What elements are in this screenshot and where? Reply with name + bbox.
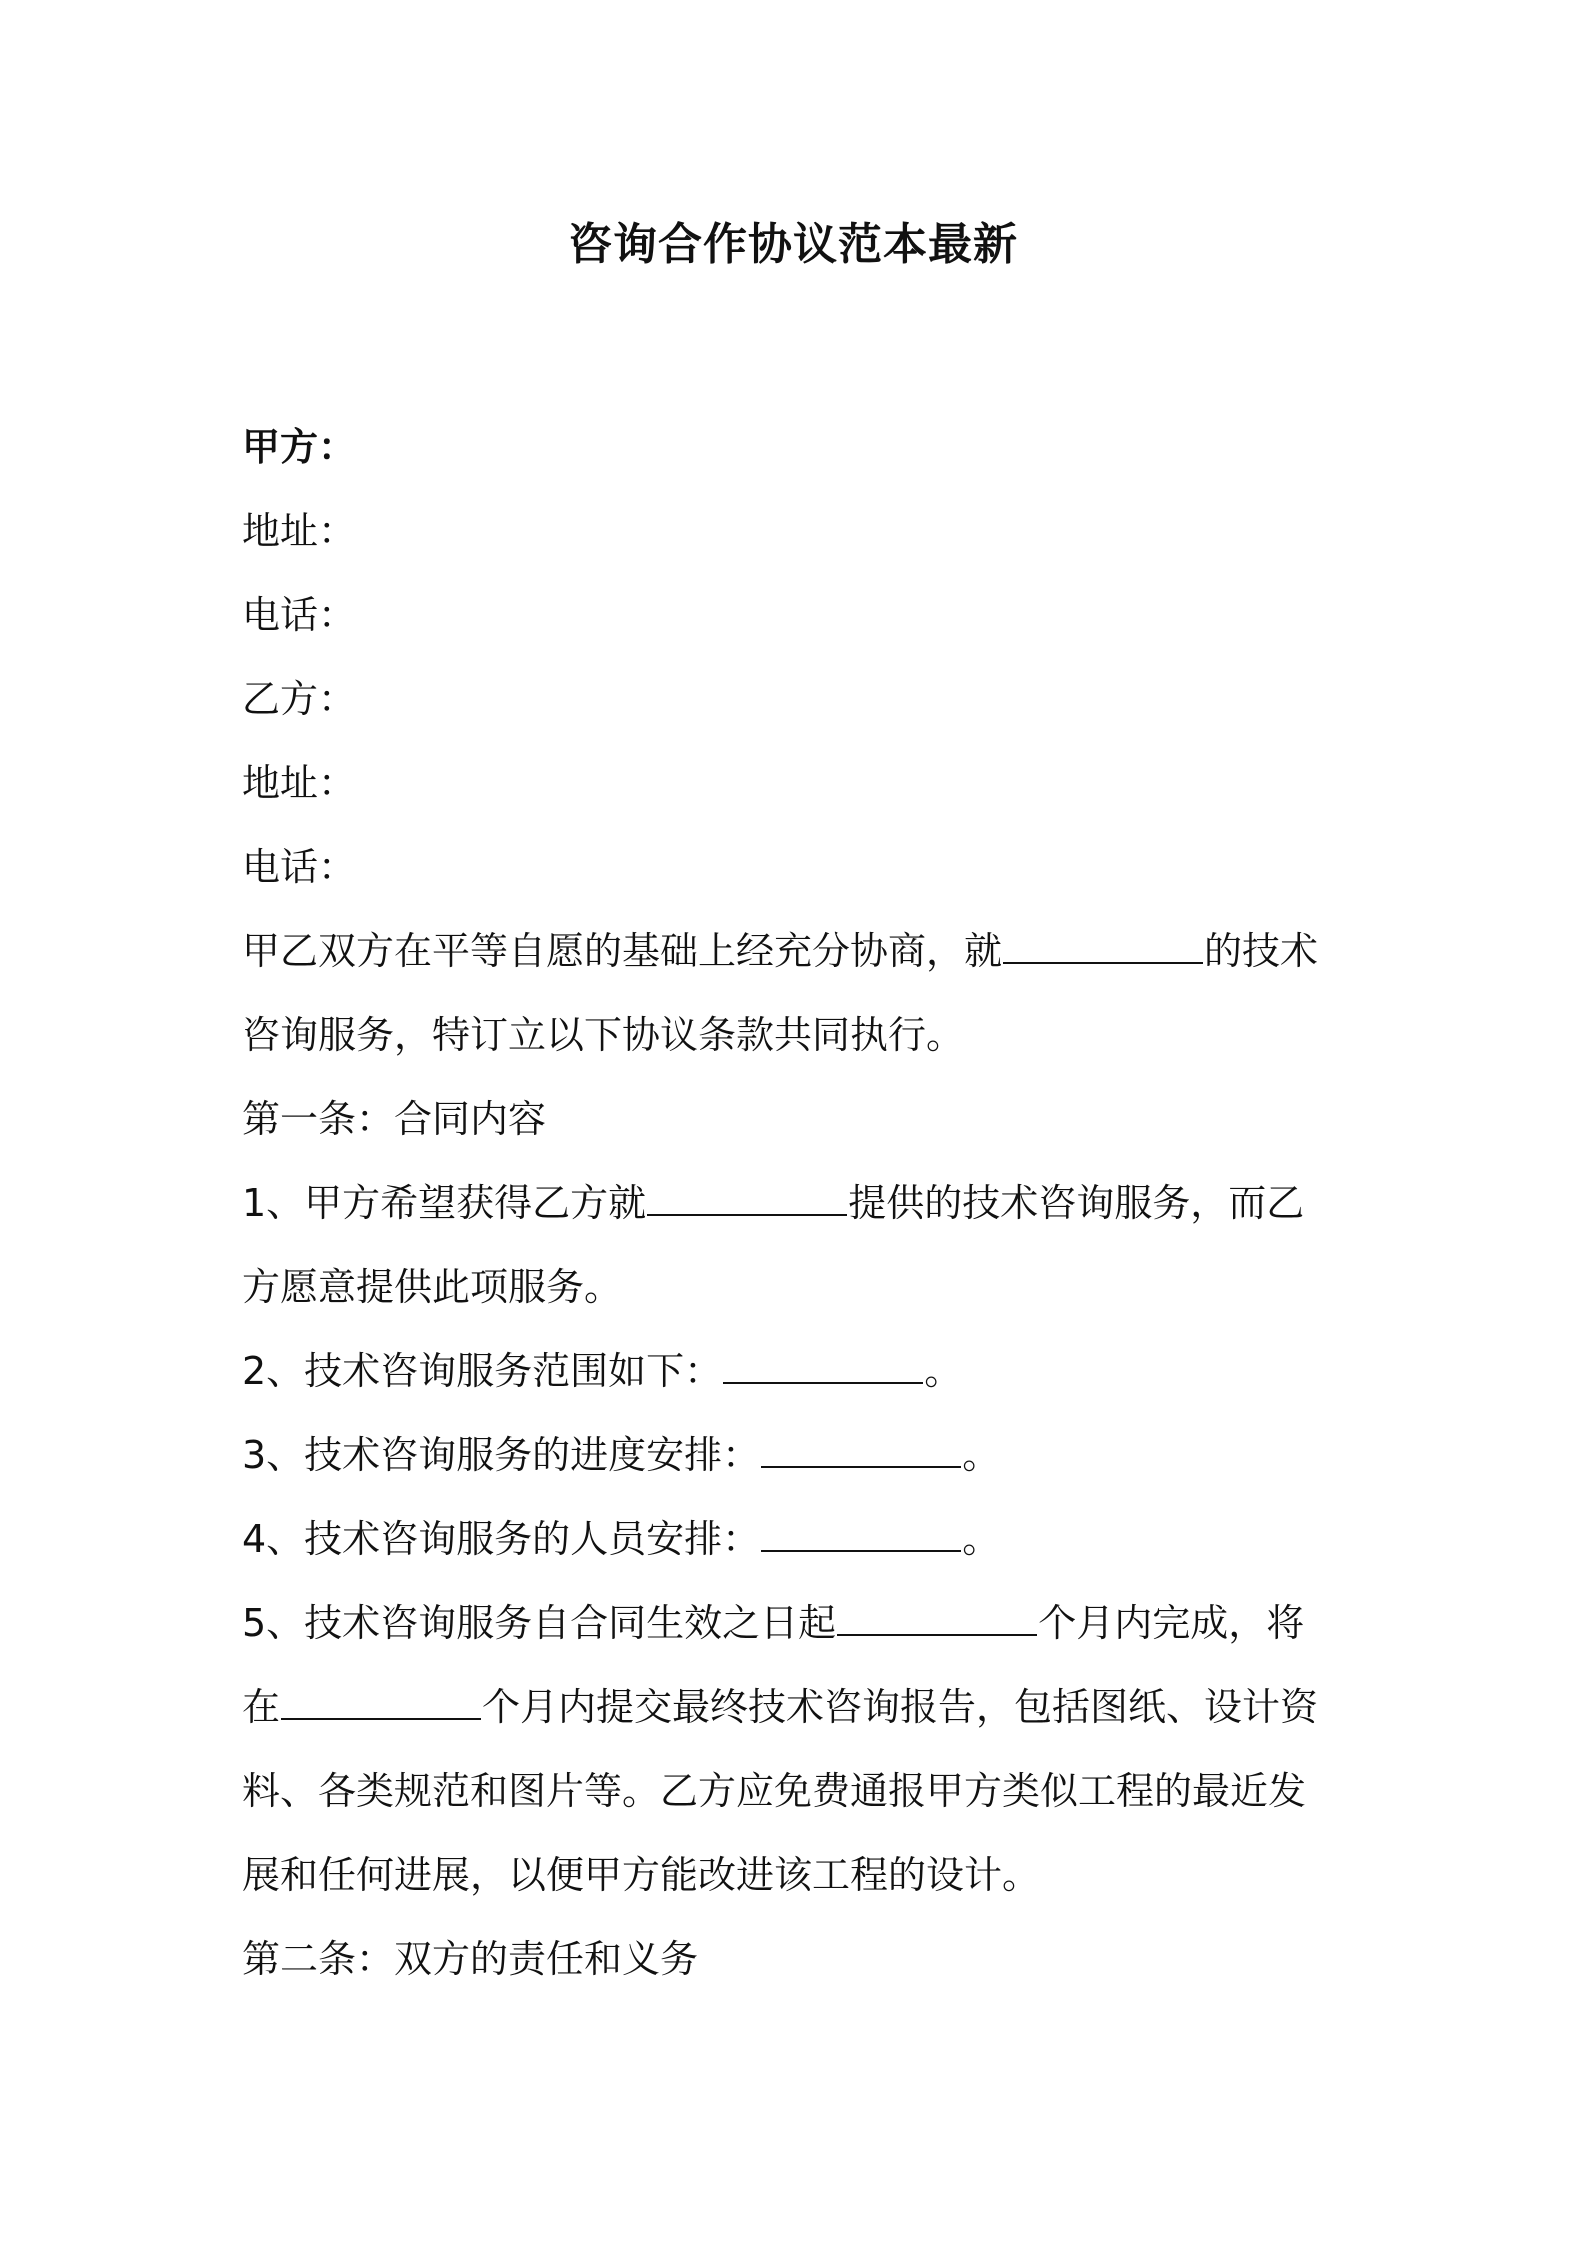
article-1-item-2	[242, 1329, 1352, 1413]
party-b-address-label: 地址：	[242, 761, 357, 805]
item-2-text-before-blank: 2、技术咨询服务范围如下：	[242, 1349, 723, 1393]
item-4-blank	[761, 1516, 961, 1552]
item-2-blank	[723, 1348, 923, 1384]
article-1-item-5-line-2	[242, 1665, 1352, 1749]
item-1-blank	[647, 1180, 847, 1216]
article-1-item-1	[242, 1161, 1352, 1245]
item-4-text-after-blank: 。	[962, 1517, 1001, 1561]
article-1-item-4	[242, 1497, 1352, 1581]
item-2-text-after-blank: 。	[924, 1349, 963, 1393]
party-b-phone-label: 电话：	[242, 845, 357, 889]
item-5-blank-2	[281, 1684, 481, 1720]
item-3-text-before-blank: 3、技术咨询服务的进度安排：	[242, 1433, 761, 1477]
item-5-text-after-blank: 个月内完成，将	[1038, 1601, 1305, 1645]
party-b-label: 乙方：	[242, 677, 357, 721]
item-5-line-2-text-before-blank: 在	[242, 1685, 281, 1729]
item-5-line-2-text-after-blank: 个月内提交最终技术咨询报告，包括图纸、设计资	[482, 1685, 1319, 1729]
article-1-item-3	[242, 1413, 1352, 1497]
intro-line-2: 咨询服务，特订立以下协议条款共同执行。	[242, 1013, 965, 1057]
article-1-item-5	[242, 1581, 1352, 1665]
item-3-blank	[761, 1432, 961, 1468]
article-1-heading: 第一条：合同内容	[242, 1097, 547, 1141]
intro-blank	[1003, 928, 1203, 964]
intro-text-before-blank: 甲乙双方在平等自愿的基础上经充分协商，就	[242, 929, 1003, 973]
article-1-item-1-line-2: 方愿意提供此项服务。	[242, 1265, 623, 1309]
intro-text-after-blank: 的技术	[1204, 929, 1319, 973]
item-1-text-after-blank: 提供的技术咨询服务，而乙	[848, 1181, 1305, 1225]
item-3-text-after-blank: 。	[962, 1433, 1001, 1477]
article-2-heading: 第二条：双方的责任和义务	[242, 1937, 699, 1981]
document-body	[242, 405, 1352, 2001]
intro-line-1	[242, 909, 1352, 993]
party-a-phone-label: 电话：	[242, 593, 357, 637]
document-title: 咨询合作协议范本最新	[568, 219, 1018, 270]
item-5-text-before-blank: 5、技术咨询服务自合同生效之日起	[242, 1601, 837, 1645]
party-a-address-label: 地址：	[242, 509, 357, 553]
item-4-text-before-blank: 4、技术咨询服务的人员安排：	[242, 1517, 761, 1561]
item-5-blank-1	[837, 1600, 1037, 1636]
item-1-text-before-blank: 1、甲方希望获得乙方就	[242, 1181, 647, 1225]
party-a-label: 甲方：	[242, 425, 357, 469]
article-1-item-5-line-3: 料、各类规范和图片等。乙方应免费通报甲方类似工程的最近发	[242, 1769, 1307, 1813]
article-1-item-5-line-4: 展和任何进展，以便甲方能改进该工程的设计。	[242, 1853, 1041, 1897]
